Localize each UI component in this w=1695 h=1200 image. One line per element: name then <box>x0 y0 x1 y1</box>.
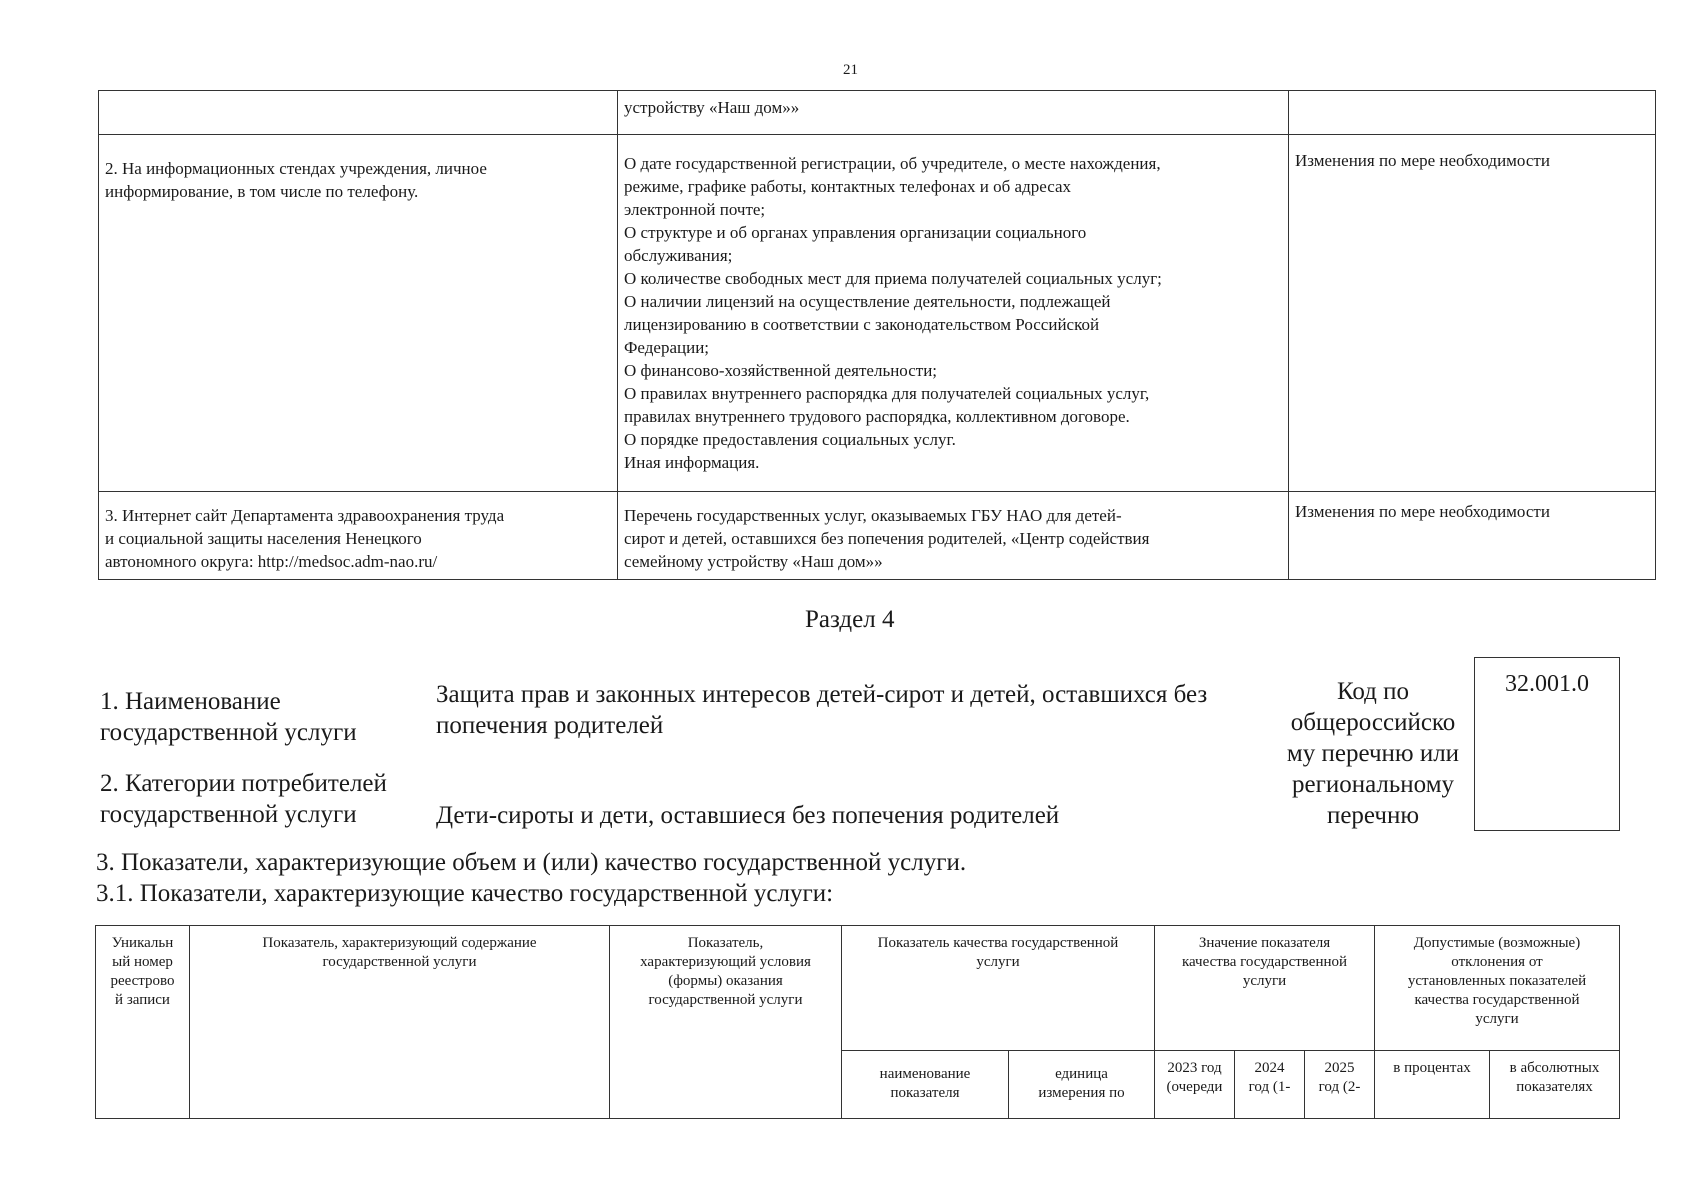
header-indicator-name: наименование показателя <box>842 1051 1009 1119</box>
service-name-value: Защита прав и законных интересов детей-сирот и детей, оставшихся без попечения родителей <box>436 681 1208 739</box>
header-in-absolute: в абсолютных показателях <box>1490 1051 1620 1119</box>
table-header-row <box>96 926 1620 1051</box>
service-name-label: 1. Наименование государственной услуги <box>100 688 357 746</box>
header-year-2024: 2024 год (1- <box>1235 1051 1305 1119</box>
header-quality-value: Значение показателя качества государственной услуги <box>1155 926 1375 1051</box>
table-row <box>99 135 1656 492</box>
table-cell-method <box>99 91 618 135</box>
section-title: Раздел 4 <box>805 606 895 633</box>
page-number: 21 <box>843 62 858 78</box>
table-cell-content: О дате государственной регистрации, об учредителе, о месте нахождения, режиме, графике работы, контактных телефонах и об адресах электронной почте; О структуре и об органах управления организации социального обслуживания; О количестве свободных мест для приема получателей социальных услуг; О наличии лицензий на осуществление деятельности, подлежащей лицензированию в соответствии с законодательством Российской Федерации; О финансово-хозяйственной деятельности; О правилах внутреннего распорядка для получателей социальных услуг, правилах внутреннего трудового распорядка, коллективном договоре. О порядке предоставления социальных услуг. Иная информация. <box>618 135 1289 492</box>
header-conditions-indicator: Показатель, характеризующий условия (формы) оказания государственной услуги <box>610 926 842 1119</box>
quality-indicators-heading: 3.1. Показатели, характеризующие качество государственной услуги: <box>96 880 834 907</box>
indicators-heading: 3. Показатели, характеризующие объем и (или) качество государственной услуги. <box>96 849 967 876</box>
code-value: 32.001.0 <box>1505 671 1589 697</box>
table-cell-method: 2. На информационных стендах учреждения, личное информирование, в том числе по телефону. <box>99 135 618 492</box>
consumer-category-label: 2. Категории потребителей государственной услуги <box>100 770 387 828</box>
information-table <box>98 90 1656 580</box>
quality-indicators-table <box>95 925 1620 1119</box>
header-deviations: Допустимые (возможные) отклонения от установленных показателей качества государственной услуги <box>1375 926 1620 1051</box>
code-label: Код по общероссийско му перечню или региональному перечню <box>1286 678 1460 829</box>
table-row <box>99 492 1656 580</box>
header-in-percent: в процентах <box>1375 1051 1490 1119</box>
header-year-2023: 2023 год (очереди <box>1155 1051 1235 1119</box>
table-cell-frequency <box>1289 91 1656 135</box>
consumer-category-value: Дети-сироты и дети, оставшиеся без попечения родителей <box>436 802 1060 829</box>
header-unique-number: Уникальн ый номер реестрово й записи <box>96 926 190 1119</box>
table-cell-frequency: Изменения по мере необходимости <box>1289 135 1656 492</box>
header-content-indicator: Показатель, характеризующий содержание государственной услуги <box>190 926 610 1119</box>
table-cell-content: устройству «Наш дом»» <box>618 91 1289 135</box>
table-cell-frequency: Изменения по мере необходимости <box>1289 492 1656 580</box>
code-box <box>1474 657 1620 831</box>
table-row <box>99 91 1656 135</box>
header-quality-indicator: Показатель качества государственной услуги <box>842 926 1155 1051</box>
table-cell-method: 3. Интернет сайт Департамента здравоохранения труда и социальной защиты населения Ненецкого автономного округа: http://medsoc.adm-nao.ru/ <box>99 492 618 580</box>
header-unit: единица измерения по <box>1009 1051 1155 1119</box>
table-cell-content: Перечень государственных услуг, оказываемых ГБУ НАО для детей- сирот и детей, оставшихся без попечения родителей, «Центр содействия семейному устройству «Наш дом»» <box>618 492 1289 580</box>
header-year-2025: 2025 год (2- <box>1305 1051 1375 1119</box>
